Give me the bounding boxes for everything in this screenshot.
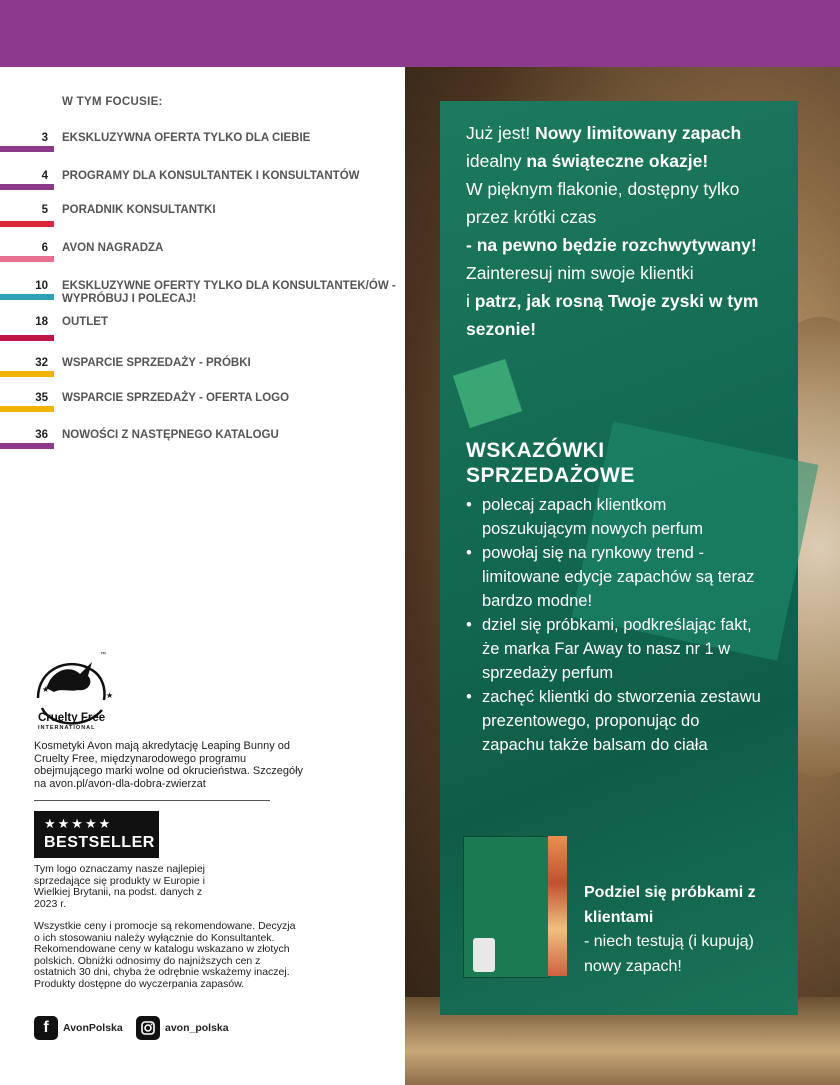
confetti-decoration bbox=[453, 359, 522, 428]
list-item: • zachęć klientki do stworzenia zestawu prezentowego, proponując do zapachu także balsam do ciała bbox=[466, 685, 766, 757]
intro-bold: Nowy limitowany zapach bbox=[535, 123, 742, 143]
list-item: • polecaj zapach klientkom poszukującym nowych perfum bbox=[466, 493, 766, 541]
toc-color-bar bbox=[0, 294, 54, 300]
bestseller-label: BESTSELLER bbox=[44, 834, 155, 851]
tips-title-line: WSKAZÓWKI bbox=[466, 439, 605, 462]
intro-part: idealny bbox=[466, 151, 527, 171]
toc-color-bar bbox=[0, 371, 54, 377]
toc-heading: W TYM FOCUSIE: bbox=[62, 96, 163, 108]
toc-title: PROGRAMY DLA KONSULTANTEK I KONSULTANTÓW bbox=[62, 170, 360, 182]
toc-page-number: 3 bbox=[41, 132, 48, 144]
toc-page-number: 35 bbox=[35, 392, 48, 404]
toc-title: PORADNIK KONSULTANTKI bbox=[62, 204, 216, 216]
toc-color-bar bbox=[0, 184, 54, 190]
tips-title bbox=[466, 438, 635, 488]
perfume-sample-image bbox=[463, 836, 567, 976]
stars-icon: ★★★★★ bbox=[44, 816, 113, 831]
toc-title: AVON NAGRADZA bbox=[62, 242, 164, 254]
intro-part: Zainteresuj nim swoje klientki bbox=[466, 263, 694, 283]
facebook-handle: AvonPolska bbox=[63, 1022, 123, 1034]
toc-color-bar bbox=[0, 256, 54, 262]
toc-color-bar bbox=[0, 443, 54, 449]
toc-page-number: 32 bbox=[35, 357, 48, 369]
list-item: • powołaj się na rynkowy trend - limitowane edycje zapachów są teraz bardzo modne! bbox=[466, 541, 766, 613]
share-text bbox=[584, 881, 794, 979]
list-item: • dziel się próbkami, podkreślając fakt, że marka Far Away to nasz nr 1 w sprzedaży perfum bbox=[466, 613, 766, 685]
toc-color-bar bbox=[0, 146, 54, 152]
intro-part: W pięknym flakonie, dostępny tylko przez krótki czas bbox=[466, 179, 740, 227]
facebook-link[interactable] bbox=[34, 1015, 123, 1041]
toc-color-bar bbox=[0, 335, 54, 341]
instagram-handle: avon_polska bbox=[165, 1022, 229, 1034]
toc-page-number: 36 bbox=[35, 429, 48, 441]
toc-color-bar bbox=[0, 221, 54, 227]
promo-panel bbox=[440, 101, 798, 1015]
toc-title: OUTLET bbox=[62, 316, 108, 328]
svg-text:™: ™ bbox=[100, 652, 106, 658]
facebook-icon: f bbox=[34, 1016, 58, 1040]
disclaimer-text: Wszystkie ceny i promocje są rekomendowane. Decyzja o ich stosowaniu należy wyłącznie do Konsultantek. Rekomendowane ceny w katalogu wskazano w złotych polskich. Obniżki odnosimy do najniższych cen z ostatnich 30 dni, chyba że odrębnie wskażemy inaczej. Produkty dostępne do wyczerpania zapasów. bbox=[34, 920, 296, 990]
tips-list bbox=[466, 493, 766, 757]
toc-title: WSPARCIE SPRZEDAŻY - OFERTA LOGO bbox=[62, 392, 290, 404]
toc-page-number: 5 bbox=[41, 204, 48, 216]
toc-title: EKSKLUZYWNA OFERTA TYLKO DLA CIEBIE bbox=[62, 132, 311, 144]
intro-bold: na świąteczne okazje! bbox=[526, 151, 709, 171]
bestseller-badge bbox=[34, 811, 159, 858]
top-banner bbox=[0, 0, 840, 67]
instagram-icon bbox=[136, 1016, 160, 1040]
sample-vial bbox=[473, 938, 495, 972]
bestseller-text: Tym logo oznaczamy nasze najlepiej sprzedające się produkty w Europie i Wielkiej Brytanii, na podst. danych z 2023 r. bbox=[34, 863, 206, 910]
instagram-link[interactable] bbox=[136, 1015, 229, 1041]
divider bbox=[34, 800, 270, 801]
toc-title: NOWOŚCI Z NASTĘPNEGO KATALOGU bbox=[62, 429, 279, 441]
toc-page-number: 18 bbox=[35, 316, 48, 328]
intro-bold: - na pewno będzie rozchwytywany! bbox=[466, 235, 757, 255]
svg-text:★: ★ bbox=[42, 685, 50, 694]
cruelty-free-text: Kosmetyki Avon mają akredytację Leaping Bunny od Cruelty Free, międzynarodowego programu obejmującego marki wolne od okrucieństwa. Szczegóły na avon.pl/avon-dla-dobra-zwierzat bbox=[34, 740, 304, 790]
cruelty-free-label: Cruelty Free bbox=[38, 712, 106, 724]
toc-page-number: 4 bbox=[41, 170, 48, 182]
toc-title: EKSKLUZYWNE OFERTY TYLKO DLA KONSULTANTEK/ÓW - WYPRÓBUJ I POLECAJ! bbox=[62, 280, 396, 305]
toc-color-bar bbox=[0, 406, 54, 412]
intro-text bbox=[466, 119, 786, 343]
intro-part: i bbox=[466, 291, 475, 311]
share-rest: - niech testują (i kupują) nowy zapach! bbox=[584, 933, 754, 975]
cruelty-free-sublabel: INTERNATIONAL bbox=[38, 725, 96, 731]
tips-title-line: SPRZEDAŻOWE bbox=[466, 464, 635, 487]
intro-part: Już jest! bbox=[466, 123, 536, 143]
intro-bold: patrz, jak rosną Twoje zyski w tym sezonie! bbox=[466, 291, 759, 339]
svg-text:★: ★ bbox=[106, 691, 114, 700]
toc-page-number: 10 bbox=[35, 280, 48, 292]
share-bold: Podziel się próbkami z klientami bbox=[584, 884, 756, 926]
toc-title: WSPARCIE SPRZEDAŻY - PRÓBKI bbox=[62, 357, 251, 369]
toc-page-number: 6 bbox=[41, 242, 48, 254]
sample-card-edge bbox=[548, 836, 567, 976]
